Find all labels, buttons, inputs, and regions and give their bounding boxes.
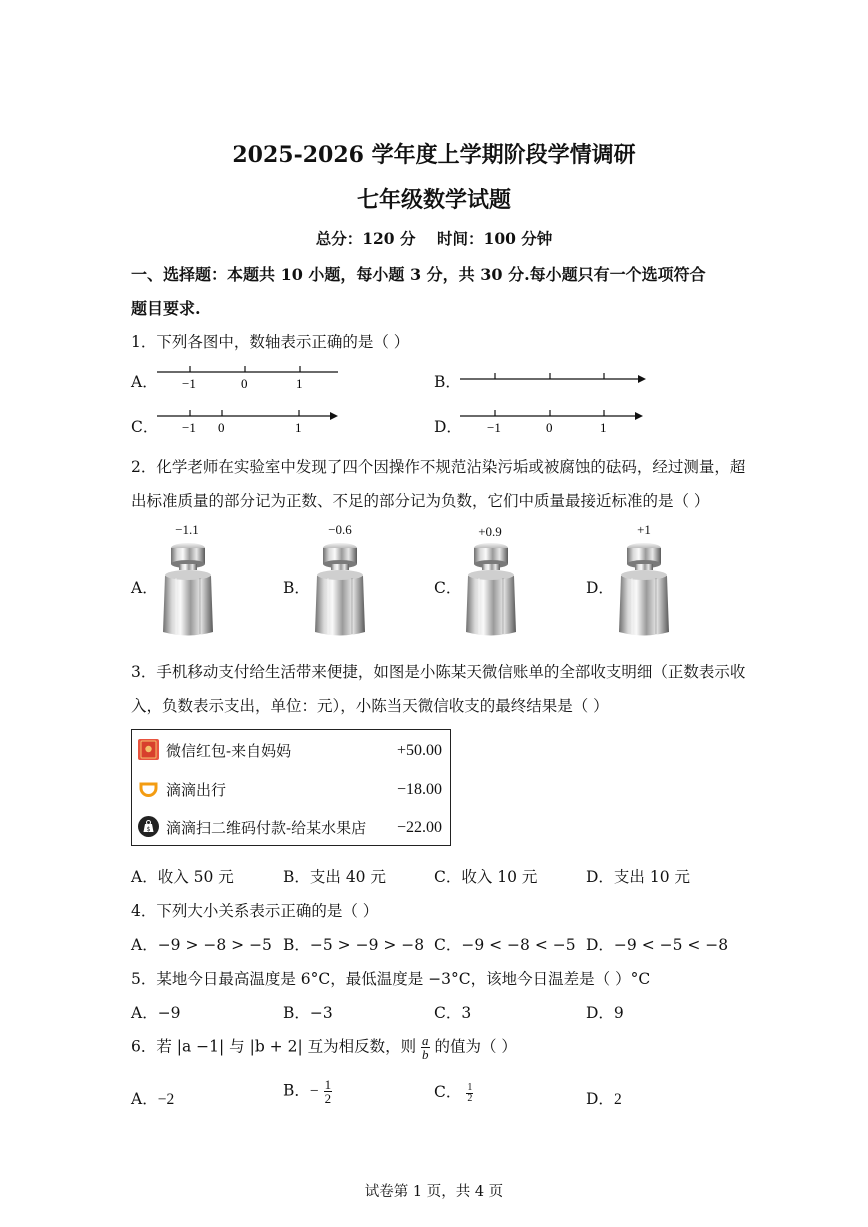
svg-text:$: $ xyxy=(146,826,151,833)
q1a-label-1: 1 xyxy=(296,376,303,391)
q2-weight-b-image xyxy=(310,540,370,638)
q5-option-a: A．−9 xyxy=(131,1004,181,1022)
q6-option-c xyxy=(434,1080,473,1104)
question-6-stem xyxy=(131,1034,517,1061)
q6-option-a-letter: A． xyxy=(131,1090,158,1108)
q2-weight-c-value: +0.9 xyxy=(478,524,502,539)
q1-option-c-letter: C． xyxy=(131,418,159,436)
payment-bag-icon xyxy=(138,816,159,837)
question-2-line2: 出标准质量的部分记为正数、不足的部分记为负数，它们中质量最接近标准的是（ ） xyxy=(131,492,710,510)
q1-option-d-letter: D． xyxy=(434,418,462,436)
section-heading: 一、选择题：本题共 10 小题，每小题 3 分，共 30 分.每小题只有一个选项符合 xyxy=(131,265,706,284)
q1d-label-neg1: −1 xyxy=(487,420,501,435)
q2-weight-c-image xyxy=(461,540,521,638)
bill-row xyxy=(132,775,450,805)
q3-option-b: B．支出 40 元 xyxy=(283,868,386,886)
q2-weight-b-value: −0.6 xyxy=(328,522,352,537)
q1-option-b-letter: B． xyxy=(434,373,461,391)
q6-option-c-den: 2 xyxy=(467,1092,473,1104)
q5-option-b: B．−3 xyxy=(283,1004,333,1022)
q1-option-d-number-line xyxy=(458,404,648,439)
q2-weight-a-value: −1.1 xyxy=(175,522,199,537)
bill-row xyxy=(132,813,450,843)
question-5-stem: 5．某地今日最高温度是 6°C，最低温度是 −3°C，该地今日温差是（ ）°C xyxy=(131,970,651,988)
q6-option-d-letter: D． xyxy=(586,1090,614,1108)
question-3-line1: 3．手机移动支付给生活带来便捷，如图是小陈某天微信账单的全部收支明细（正数表示收 xyxy=(131,663,746,681)
q6-option-d-value: 2 xyxy=(613,1091,622,1108)
q1c-label-1: 1 xyxy=(295,420,302,435)
q4-option-b: B．−5 > −9 > −8 xyxy=(283,936,425,954)
q1c-label-0: 0 xyxy=(218,420,225,435)
exam-meta: 总分：120 分 时间：100 分钟 xyxy=(315,229,553,248)
q5-option-c: C．3 xyxy=(434,1004,472,1022)
bill-item-name: 滴滴出行 xyxy=(166,781,227,799)
q4-option-d: D．−9 < −5 < −8 xyxy=(586,936,729,954)
q1c-label-neg1: −1 xyxy=(182,420,196,435)
q1d-label-1: 1 xyxy=(600,420,607,435)
q6-option-b xyxy=(283,1078,332,1105)
q2-weight-d-value: +1 xyxy=(637,522,651,537)
q2-option-a-letter: A． xyxy=(131,579,158,597)
question-3-line2: 入，负数表示支出，单位：元），小陈当天微信收支的最终结果是（ ） xyxy=(131,697,609,715)
q6-fraction-a-over-b xyxy=(421,1034,430,1061)
q6-option-b-fraction xyxy=(324,1078,333,1105)
q6-frac-numerator: a xyxy=(422,1033,429,1048)
q1-option-c-number-line xyxy=(155,404,345,439)
q3-option-c: C．收入 10 元 xyxy=(434,868,538,886)
q6-option-d xyxy=(586,1087,622,1109)
q2-option-d-letter: D． xyxy=(586,579,614,597)
bill-item-name: 滴滴扫二维码付款-给某水果店 xyxy=(166,819,367,837)
q6-frac-denominator: b xyxy=(422,1047,429,1062)
bill-item-name: 微信红包-来自妈妈 xyxy=(166,742,292,760)
q1-option-a-letter: A． xyxy=(131,373,158,391)
q6-option-a-value: −2 xyxy=(157,1091,175,1108)
bill-item-amount: +50.00 xyxy=(396,742,442,759)
q6-option-b-den: 2 xyxy=(324,1091,332,1106)
q1-option-b-number-line xyxy=(458,367,648,387)
section-heading-cont: 题目要求. xyxy=(131,299,201,318)
bill-item-amount: −18.00 xyxy=(396,781,442,798)
bill-row xyxy=(132,736,450,766)
q6-option-c-fraction xyxy=(466,1083,473,1104)
q1d-label-0: 0 xyxy=(546,420,553,435)
exam-title: 2025-2026 学年度上学期阶段学情调研 xyxy=(232,142,636,168)
exam-subtitle: 七年级数学试题 xyxy=(356,187,511,213)
page-footer: 试卷第 1 页，共 4 页 xyxy=(364,1184,504,1200)
question-4-stem: 4．下列大小关系表示正确的是（ ） xyxy=(131,902,379,920)
q4-option-c: C．−9 < −8 < −5 xyxy=(434,936,576,954)
q2-weight-a-image xyxy=(158,540,218,638)
q6-option-b-num: 1 xyxy=(324,1077,332,1092)
q4-option-a: A．−9 > −8 > −5 xyxy=(131,936,272,954)
wechat-bill-box xyxy=(131,729,451,846)
q6-stem-pre: 6．若 |a −1| 与 |b + 2| 互为相反数，则 xyxy=(131,1037,417,1056)
q2-option-b-letter: B． xyxy=(283,579,310,597)
q2-option-c-letter: C． xyxy=(434,579,462,597)
didi-icon xyxy=(138,778,159,799)
q1-option-a-number-line xyxy=(155,360,345,395)
q3-option-d: D．支出 10 元 xyxy=(586,868,691,886)
q1a-label-neg1: −1 xyxy=(182,376,196,391)
q3-option-a: A．收入 50 元 xyxy=(131,868,234,886)
question-2-line1: 2．化学老师在实验室中发现了四个因操作不规范沾染污垢或被腐蚀的砝码，经过测量，超 xyxy=(131,458,746,476)
q6-option-c-num: 1 xyxy=(467,1081,473,1093)
q6-option-c-letter: C． xyxy=(434,1083,462,1101)
q6-stem-post: 的值为（ ） xyxy=(434,1037,517,1056)
q2-weight-d-image xyxy=(614,540,674,638)
q6-option-b-letter: B． xyxy=(283,1081,310,1100)
question-1-stem: 1．下列各图中，数轴表示正确的是（ ） xyxy=(131,333,410,351)
q5-option-d: D．9 xyxy=(586,1004,624,1022)
q6-option-b-sign: − xyxy=(309,1082,319,1100)
red-packet-icon xyxy=(138,739,159,760)
q6-option-a xyxy=(131,1087,174,1109)
bill-item-amount: −22.00 xyxy=(396,819,442,836)
q1a-label-0: 0 xyxy=(241,376,248,391)
